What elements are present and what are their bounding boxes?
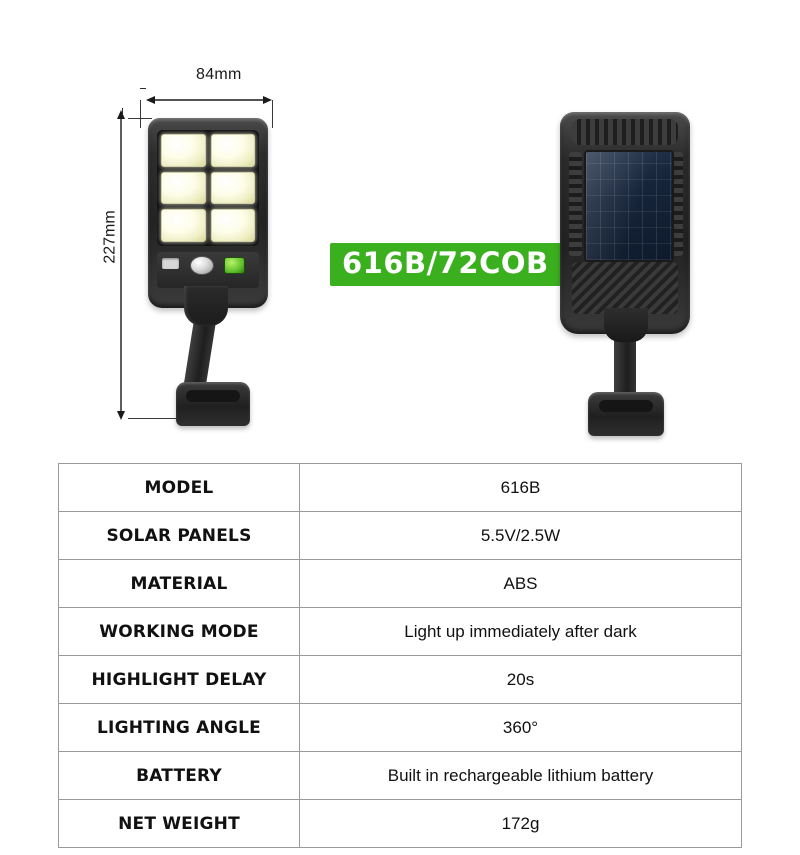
spec-value: ABS (300, 560, 742, 608)
table-row (59, 800, 742, 848)
width-guide-line (140, 88, 146, 89)
back-view-solar-lamp (560, 112, 690, 334)
table-row (59, 512, 742, 560)
heat-sink-fins-left (569, 152, 582, 256)
lamp-neck (184, 286, 228, 326)
spec-label: NET WEIGHT (59, 800, 300, 848)
back-lower-panel (572, 262, 678, 314)
table-row (59, 560, 742, 608)
spec-value: 20s (300, 656, 742, 704)
spec-value: 360° (300, 704, 742, 752)
table-row (59, 656, 742, 704)
cob-led (161, 134, 206, 167)
height-dimension-arrow-icon (116, 110, 126, 420)
spec-value: 616B (300, 464, 742, 512)
guide-tick (140, 100, 141, 128)
table-row (59, 704, 742, 752)
height-dimension-label: 227mm (101, 210, 119, 264)
spec-value: Light up immediately after dark (300, 608, 742, 656)
back-view-mounting-base (588, 392, 664, 436)
front-view-mounting-base (176, 382, 250, 426)
power-button-icon (224, 257, 245, 274)
solar-panel (584, 150, 674, 262)
cob-led (161, 172, 206, 205)
heat-sink-fins-top (572, 119, 678, 145)
specification-table-body (59, 464, 742, 848)
height-guide-line (122, 108, 123, 114)
width-dimension-arrow-icon (146, 95, 272, 105)
table-row (59, 608, 742, 656)
cob-led (211, 209, 256, 242)
width-dimension-label: 84mm (196, 66, 242, 83)
front-view-solar-lamp (148, 118, 268, 308)
spec-value: Built in rechargeable lithium battery (300, 752, 742, 800)
motion-sensor-dome-icon (190, 256, 214, 275)
spec-label: LIGHTING ANGLE (59, 704, 300, 752)
model-badge (330, 243, 561, 286)
model-badge-label: 616B/72COB (342, 246, 549, 280)
cob-led (161, 209, 206, 242)
spec-value: 172g (300, 800, 742, 848)
guide-tick (272, 100, 273, 128)
spec-label: BATTERY (59, 752, 300, 800)
lamp-neck-back (604, 308, 648, 342)
spec-label: SOLAR PANELS (59, 512, 300, 560)
cob-led (211, 134, 256, 167)
cob-led-grid (161, 134, 255, 242)
table-row (59, 464, 742, 512)
spec-label: HIGHLIGHT DELAY (59, 656, 300, 704)
light-sensor-icon (162, 258, 179, 269)
cob-led (211, 172, 256, 205)
table-row (59, 752, 742, 800)
spec-value: 5.5V/2.5W (300, 512, 742, 560)
spec-label: MATERIAL (59, 560, 300, 608)
spec-label: WORKING MODE (59, 608, 300, 656)
spec-label: MODEL (59, 464, 300, 512)
specification-table (58, 463, 742, 848)
